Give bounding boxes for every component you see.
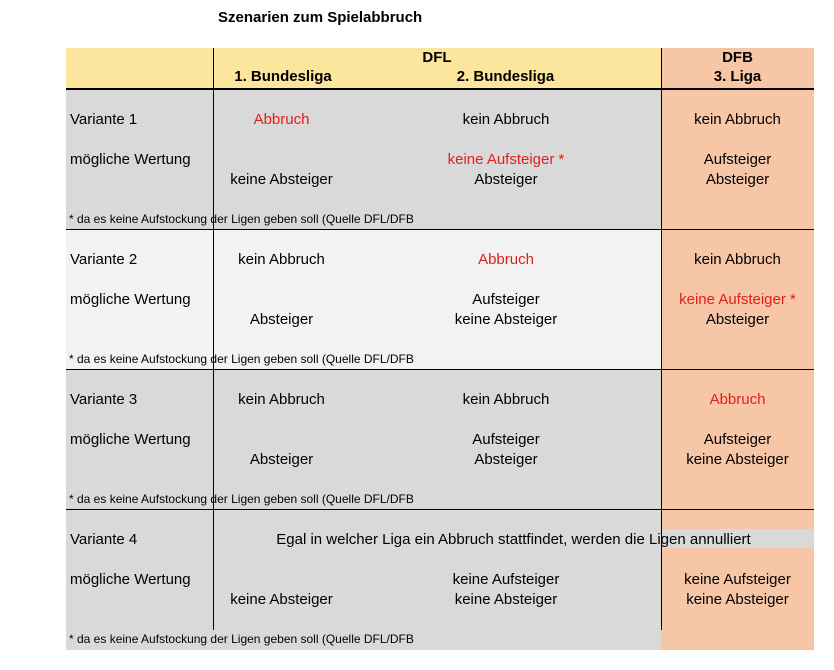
footnote: * da es keine Aufstockung der Ligen geben soll (Quelle DFL/DFB	[69, 632, 414, 646]
bl1-wertung: Absteiger	[249, 311, 314, 328]
variant-label: Variante 3	[70, 391, 138, 408]
footnote: * da es keine Aufstockung der Ligen geben soll (Quelle DFL/DFB	[69, 352, 414, 366]
footnote: * da es keine Aufstockung der Ligen geben soll (Quelle DFL/DFB	[69, 492, 414, 506]
wertung-label: mögliche Wertung	[70, 431, 191, 448]
wertung-label: mögliche Wertung	[70, 151, 191, 168]
bl2-wertung-2: keine Absteiger	[454, 311, 558, 328]
bl1-wertung: Absteiger	[249, 451, 314, 468]
header-dfb	[661, 48, 814, 88]
bl1-wertung: keine Absteiger	[230, 171, 333, 188]
liga3-wertung-1: keine Aufsteiger	[684, 571, 791, 588]
header-empty-cell	[66, 48, 213, 88]
header-dfl-label: DFL	[422, 49, 452, 66]
variant-4-status: Egal in welcher Liga ein Abbruch stattfindet, werden die Ligen annulliert	[276, 531, 751, 548]
bl1-status: Abbruch	[253, 111, 310, 128]
bl2-wertung-2: keine Absteiger	[454, 591, 558, 608]
bl2-status: Abbruch	[478, 251, 534, 268]
bl1-status: kein Abbruch	[238, 391, 325, 408]
wertung-label: mögliche Wertung	[70, 571, 191, 588]
liga3-status: Abbruch	[709, 391, 766, 408]
liga3-status: kein Abbruch	[694, 111, 781, 128]
header-bundesliga-2: 2. Bundesliga	[456, 68, 555, 85]
footnote: * da es keine Aufstockung der Ligen geben soll (Quelle DFL/DFB	[69, 212, 414, 226]
liga3-wertung-1: keine Aufsteiger *	[679, 291, 796, 308]
liga3-wertung-1: Aufsteiger	[703, 151, 772, 168]
header-divider	[66, 88, 814, 90]
header-dfb-label: DFB	[722, 49, 753, 66]
bl2-wertung-1: keine Aufsteiger	[452, 571, 560, 588]
bl1-wertung: keine Absteiger	[230, 591, 333, 608]
liga3-wertung-2: keine Absteiger	[686, 451, 789, 468]
row-divider	[66, 509, 814, 510]
header-bundesliga-1: 1. Bundesliga	[234, 68, 332, 85]
liga3-status: kein Abbruch	[694, 251, 781, 268]
bl2-wertung-1: keine Aufsteiger *	[447, 151, 565, 168]
liga3-wertung-2: Absteiger	[705, 311, 770, 328]
bl2-status: kein Abbruch	[462, 111, 550, 128]
page-title: Szenarien zum Spielabbruch	[218, 9, 423, 26]
variant-label: Variante 2	[70, 251, 138, 268]
liga3-wertung-2: Absteiger	[705, 171, 770, 188]
header-liga-3: 3. Liga	[713, 68, 762, 85]
liga3-wertung-1: Aufsteiger	[703, 431, 772, 448]
variant-label: Variante 4	[70, 531, 138, 548]
bl2-wertung-1: Aufsteiger	[472, 431, 540, 448]
liga3-wertung-2: keine Absteiger	[686, 591, 789, 608]
bl2-wertung-2: Absteiger	[474, 171, 538, 188]
bl2-wertung-1: Aufsteiger	[472, 291, 540, 308]
row-divider	[66, 369, 814, 370]
bl1-status: kein Abbruch	[238, 251, 325, 268]
variant-label: Variante 1	[70, 111, 138, 128]
row-divider	[66, 229, 814, 230]
header-dfl	[213, 48, 661, 88]
bl2-wertung-2: Absteiger	[474, 451, 538, 468]
bl2-status: kein Abbruch	[462, 391, 550, 408]
wertung-label: mögliche Wertung	[70, 291, 191, 308]
